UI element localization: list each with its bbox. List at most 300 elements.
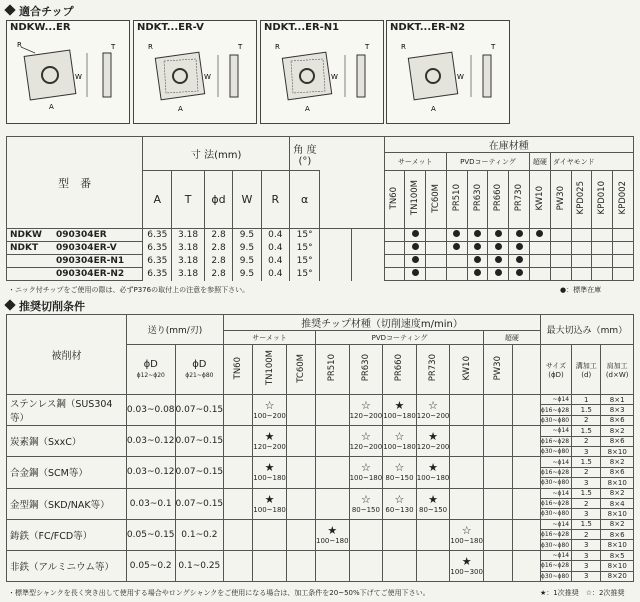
speed-cell	[450, 457, 484, 488]
dim-w: W	[457, 73, 464, 81]
grade-header-pr510: PR510	[316, 345, 350, 395]
slot-depth-cell: 3	[572, 478, 601, 488]
dim-w: W	[204, 73, 211, 81]
dim-cell-r: 0.4	[261, 268, 289, 281]
speed-cell	[224, 426, 253, 457]
chip-drawing-icon	[7, 35, 129, 123]
grade-header-pr730: PR730	[509, 171, 530, 229]
stock-cell	[571, 242, 592, 255]
speed-cell	[383, 519, 417, 550]
stock-cell	[592, 268, 613, 281]
speed-cell	[450, 488, 484, 519]
stock-cell	[446, 268, 467, 281]
dim-cell-t: 3.18	[172, 242, 205, 255]
speed-cell: ★ 120~200	[253, 426, 287, 457]
note-nick: ・ニック付チップをご使用の際は、必ずP376の取付上の注意を参照下さい。	[8, 286, 250, 294]
group-diamond: ダイヤモンド	[550, 153, 633, 171]
speed-cell: ☆ 80~150	[383, 457, 417, 488]
star-outline-icon: ☆	[360, 430, 371, 444]
size-cell: ~ϕ14	[540, 519, 571, 529]
speed-cell	[286, 550, 315, 581]
dim-cell-w: 9.5	[233, 229, 261, 242]
stock-cell	[446, 229, 467, 242]
shoulder-depth-cell: 8×2	[601, 488, 634, 498]
grade-header-kpd025: KPD025	[571, 171, 592, 229]
material-cell: 炭素鋼（SxxC）	[7, 426, 127, 457]
speed-cell: ☆ 120~200	[416, 395, 450, 426]
dim-cell-alpha: 15°	[289, 229, 319, 242]
stock-cell	[509, 229, 530, 242]
stock-cell	[530, 242, 551, 255]
stock-dot-icon	[453, 230, 460, 237]
feed-cell: 0.07~0.15	[175, 426, 224, 457]
material-cell: ステンレス鋼（SUS304等）	[7, 395, 127, 426]
slot-depth-cell: 1.5	[572, 405, 601, 415]
speed-cell: ★ 100~180	[253, 457, 287, 488]
dim-a: A	[431, 105, 436, 113]
stock-cell	[384, 268, 405, 281]
stock-cell	[384, 255, 405, 268]
spacer	[320, 229, 352, 242]
stock-dot-icon	[495, 230, 502, 237]
stock-cell	[405, 229, 426, 242]
speed-cell	[286, 426, 315, 457]
slot-depth-cell: 2	[572, 530, 601, 540]
speed-cell	[450, 395, 484, 426]
dim-t: T	[111, 43, 116, 51]
speed-cell	[316, 488, 350, 519]
chip-card-1	[6, 20, 130, 124]
grade-header-pr660: PR660	[488, 171, 509, 229]
star-filled-icon: ★	[428, 492, 439, 506]
speed-cell: ☆ 100~180	[450, 519, 484, 550]
stock-cell	[530, 229, 551, 242]
dim-cell-w: 9.5	[233, 242, 261, 255]
chip-name: NDKW...ER	[10, 22, 71, 33]
star-filled-icon: ★	[394, 399, 405, 413]
stock-dot-icon	[474, 230, 481, 237]
slot-depth-cell: 1.5	[572, 426, 601, 436]
shoulder-depth-cell: 8×10	[601, 478, 634, 488]
spacer	[513, 426, 541, 457]
speed-cell	[416, 550, 450, 581]
group-cermet: サーメット	[384, 153, 446, 171]
speed-cell	[224, 395, 253, 426]
chip-drawing-icon	[134, 35, 256, 123]
slot-header: 溝加工(d)	[572, 345, 601, 395]
size-cell: ϕ30~ϕ80	[540, 446, 571, 456]
stock-cell	[384, 229, 405, 242]
model-cell: 090304ER-N2	[7, 268, 143, 281]
material-cell: 合金鋼（SCM等）	[7, 457, 127, 488]
stock-header: 在庫材種	[384, 137, 633, 153]
stock-cell	[613, 229, 634, 242]
stock-cell	[488, 255, 509, 268]
stock-cell	[613, 268, 634, 281]
stock-cell	[446, 255, 467, 268]
stock-cell	[571, 255, 592, 268]
size-cell: ϕ16~ϕ28	[540, 530, 571, 540]
shoulder-depth-cell: 8×10	[601, 446, 634, 456]
speed-cell	[224, 550, 253, 581]
speed-cell	[483, 519, 512, 550]
grade-header-kw10: KW10	[530, 171, 551, 229]
slot-depth-cell: 3	[572, 446, 601, 456]
speed-cell	[349, 550, 383, 581]
stock-dot-icon	[412, 230, 419, 237]
spacer	[513, 457, 541, 488]
note-shank: ・標準型シャンクを長く突き出して使用する場合やロングシャンクをご使用になる場合は、加工条件を20~50%下げてご使用下さい。	[8, 589, 430, 597]
section-title-cutting: 推奨切削条件	[6, 298, 85, 314]
stock-dot-icon	[474, 256, 481, 263]
speed-cell	[349, 519, 383, 550]
speed-cell: ☆ 60~130	[383, 488, 417, 519]
slot-depth-cell: 2	[572, 498, 601, 508]
spacer	[320, 255, 352, 268]
grade-header-kw10: KW10	[450, 345, 484, 395]
stock-dot-icon	[474, 269, 481, 276]
material-header: 被削材	[7, 315, 127, 395]
stock-dot-icon	[495, 269, 502, 276]
speed-cell: ★ 120~200	[416, 426, 450, 457]
slot-depth-cell: 1	[572, 395, 601, 405]
dim-cell-r: 0.4	[261, 255, 289, 268]
grade-header-pr510: PR510	[446, 171, 467, 229]
dim-cell-r: 0.4	[261, 242, 289, 255]
feed-cell: 0.05~0.2	[126, 550, 175, 581]
shoulder-depth-cell: 8×2	[601, 426, 634, 436]
star-filled-icon: ★	[461, 554, 472, 568]
stock-cell	[550, 229, 571, 242]
speed-cell	[316, 550, 350, 581]
slot-depth-cell: 3	[572, 540, 601, 550]
group-carbide: 超硬	[483, 331, 540, 345]
stock-cell	[550, 268, 571, 281]
table-row	[7, 242, 634, 255]
table-row	[7, 550, 634, 560]
material-cell: 金型鋼（SKD/NAK等）	[7, 488, 127, 519]
feed-cell: 0.03~0.12	[126, 426, 175, 457]
stock-cell	[426, 255, 447, 268]
angle-header: 角 度(°)	[289, 137, 319, 171]
stock-dot-icon	[516, 243, 523, 250]
grade-header-tn60: TN60	[384, 171, 405, 229]
size-cell: ϕ16~ϕ28	[540, 405, 571, 415]
shoulder-depth-cell: 8×3	[601, 405, 634, 415]
size-cell: ϕ16~ϕ28	[540, 498, 571, 508]
slot-depth-cell: 2	[572, 467, 601, 477]
stock-cell	[571, 229, 592, 242]
group-carbide: 超硬	[530, 153, 551, 171]
cutting-conditions-table	[6, 314, 634, 582]
shoulder-depth-cell: 8×6	[601, 415, 634, 425]
speed-cell: ★ 100~180	[253, 488, 287, 519]
dim-r: R	[148, 43, 153, 51]
grade-header-tn100m: TN100M	[405, 171, 426, 229]
dim-cell-a: 6.35	[143, 242, 172, 255]
stock-dot-icon	[516, 256, 523, 263]
table-row	[7, 488, 634, 498]
slot-depth-cell: 3	[572, 550, 601, 560]
size-cell: ~ϕ14	[540, 457, 571, 467]
col-w: W	[233, 171, 261, 229]
dim-cell-t: 3.18	[172, 268, 205, 281]
dim-w: W	[331, 73, 338, 81]
speed-cell	[316, 457, 350, 488]
slot-depth-cell: 1.5	[572, 519, 601, 529]
model-header: 型 番	[7, 137, 143, 229]
material-cell: 非鉄（アルミニウム等）	[7, 550, 127, 581]
stock-cell	[592, 255, 613, 268]
stock-cell	[613, 255, 634, 268]
shoulder-depth-cell: 8×2	[601, 519, 634, 529]
grade-header-pr660: PR660	[383, 345, 417, 395]
shoulder-depth-cell: 8×4	[601, 498, 634, 508]
stock-cell	[426, 268, 447, 281]
speed-cell	[286, 395, 315, 426]
dim-cell-alpha: 15°	[289, 255, 319, 268]
col-d: ϕd	[204, 171, 232, 229]
stock-cell	[467, 229, 488, 242]
speed-cell	[383, 550, 417, 581]
stock-cell	[613, 242, 634, 255]
dim-a: A	[178, 105, 183, 113]
size-cell: ϕ16~ϕ28	[540, 467, 571, 477]
stock-cell	[550, 255, 571, 268]
dim-a: A	[49, 103, 54, 111]
shoulder-header: 肩加工(d×W)	[601, 345, 634, 395]
dim-cell-a: 6.35	[143, 229, 172, 242]
stock-cell	[405, 268, 426, 281]
spacer	[513, 519, 541, 550]
speed-cell	[316, 395, 350, 426]
dim-a: A	[305, 105, 310, 113]
stock-cell	[446, 242, 467, 255]
speed-cell	[286, 488, 315, 519]
feed-cell: 0.07~0.15	[175, 395, 224, 426]
speed-header: 推奨チップ材種（切削速度m/min）	[224, 315, 541, 331]
spacer	[352, 242, 384, 255]
diamond-bullet-icon	[4, 4, 15, 15]
feed-cell: 0.05~0.15	[126, 519, 175, 550]
col-a: A	[143, 171, 172, 229]
chip-card-2	[133, 20, 257, 124]
speed-cell: ★ 100~180	[383, 395, 417, 426]
stock-dot-icon	[516, 230, 523, 237]
star-filled-icon: ★	[264, 430, 275, 444]
size-cell: ~ϕ14	[540, 395, 571, 405]
feed-cell: 0.1~0.2	[175, 519, 224, 550]
section-title-chips: 適合チップ	[6, 3, 74, 19]
dim-cell-w: 9.5	[233, 255, 261, 268]
stock-cell	[467, 255, 488, 268]
spacer	[352, 255, 384, 268]
stock-cell	[550, 242, 571, 255]
star-filled-icon: ★	[264, 492, 275, 506]
size-cell: ϕ30~ϕ80	[540, 415, 571, 425]
grade-header-pw30: PW30	[483, 345, 512, 395]
table-row	[7, 395, 634, 405]
table-row	[7, 457, 634, 467]
speed-cell	[253, 550, 287, 581]
dim-cell-a: 6.35	[143, 255, 172, 268]
grade-header-tc60m: TC60M	[286, 345, 315, 395]
stock-cell	[509, 268, 530, 281]
stock-dot-icon	[474, 243, 481, 250]
table-row	[7, 519, 634, 529]
stock-dot-icon	[495, 243, 502, 250]
chip-card-4	[386, 20, 510, 124]
dim-cell-alpha: 15°	[289, 242, 319, 255]
dim-t: T	[365, 43, 370, 51]
slot-depth-cell: 3	[572, 571, 601, 581]
col-alpha: α	[289, 171, 319, 229]
star-outline-icon: ☆	[360, 399, 371, 413]
shoulder-depth-cell: 8×20	[601, 571, 634, 581]
legend-stock: ●：標準在庫	[560, 286, 602, 294]
grade-header-tc60m: TC60M	[426, 171, 447, 229]
spacer	[513, 395, 541, 426]
size-cell: ϕ30~ϕ80	[540, 478, 571, 488]
spacer	[513, 345, 541, 395]
speed-cell: ★ 80~150	[416, 488, 450, 519]
dim-cell-alpha: 15°	[289, 268, 319, 281]
chip-drawing-icon	[261, 35, 383, 123]
spacer	[320, 268, 352, 281]
size-cell: ϕ30~ϕ80	[540, 571, 571, 581]
grade-header-pr630: PR630	[467, 171, 488, 229]
dim-cell-t: 3.18	[172, 255, 205, 268]
chip-name: NDKT...ER-N1	[264, 22, 340, 33]
chip-card-3	[260, 20, 384, 124]
dim-cell-r: 0.4	[261, 229, 289, 242]
shoulder-depth-cell: 8×2	[601, 457, 634, 467]
star-filled-icon: ★	[428, 430, 439, 444]
shoulder-depth-cell: 8×10	[601, 509, 634, 519]
shoulder-depth-cell: 8×1	[601, 395, 634, 405]
stock-dot-icon	[536, 230, 543, 237]
speed-cell	[483, 488, 512, 519]
shoulder-depth-cell: 8×10	[601, 561, 634, 571]
chip-spec-table	[6, 136, 634, 281]
speed-cell	[483, 395, 512, 426]
slot-depth-cell: 2	[572, 436, 601, 446]
spacer	[320, 137, 352, 229]
phi-col-2: ϕD ϕ21~ϕ80	[175, 345, 224, 395]
dim-cell-a: 6.35	[143, 268, 172, 281]
grade-header-pr630: PR630	[349, 345, 383, 395]
size-cell: ~ϕ14	[540, 488, 571, 498]
speed-cell: ★ 100~300	[450, 550, 484, 581]
speed-cell	[483, 457, 512, 488]
diamond-bullet-icon	[4, 299, 15, 310]
stock-cell	[405, 242, 426, 255]
stock-cell	[426, 229, 447, 242]
stock-cell	[571, 268, 592, 281]
star-outline-icon: ☆	[394, 430, 405, 444]
feed-cell: 0.03~0.08	[126, 395, 175, 426]
size-cell: ϕ30~ϕ80	[540, 540, 571, 550]
grade-header-kpd002: KPD002	[613, 171, 634, 229]
star-filled-icon: ★	[327, 523, 338, 537]
stock-cell	[384, 242, 405, 255]
stock-dot-icon	[412, 269, 419, 276]
speed-cell	[286, 457, 315, 488]
spacer	[352, 268, 384, 281]
feed-header: 送り(mm/刃)	[126, 315, 223, 345]
dim-w: W	[75, 73, 82, 81]
stock-cell	[488, 229, 509, 242]
spacer	[352, 137, 384, 229]
stock-cell	[592, 242, 613, 255]
slot-depth-cell: 3	[572, 561, 601, 571]
stock-cell	[592, 229, 613, 242]
speed-cell: ★ 100~180	[416, 457, 450, 488]
grade-header-tn100m: TN100M	[253, 345, 287, 395]
shoulder-depth-cell: 8×10	[601, 540, 634, 550]
stock-cell	[530, 268, 551, 281]
spacer	[513, 550, 541, 581]
dim-cell-t: 3.18	[172, 229, 205, 242]
legend-recommend: ★：1次推奨 ☆：2次推奨	[540, 589, 625, 597]
grade-header-pw30: PW30	[550, 171, 571, 229]
speed-cell: ★ 100~180	[316, 519, 350, 550]
size-header: サイズ(ϕD)	[540, 345, 571, 395]
star-outline-icon: ☆	[394, 461, 405, 475]
group-pvd: PVDコーティング	[316, 331, 484, 345]
grade-header-pr730: PR730	[416, 345, 450, 395]
speed-cell	[483, 550, 512, 581]
star-outline-icon: ☆	[264, 399, 275, 413]
slot-depth-cell: 3	[572, 509, 601, 519]
size-cell: ϕ30~ϕ80	[540, 509, 571, 519]
spacer	[320, 242, 352, 255]
speed-cell: ☆ 100~180	[383, 426, 417, 457]
chip-name: NDKT...ER-V	[137, 22, 204, 33]
stock-cell	[467, 268, 488, 281]
slot-depth-cell: 2	[572, 415, 601, 425]
speed-cell	[224, 457, 253, 488]
group-cermet: サーメット	[224, 331, 316, 345]
size-cell: ϕ16~ϕ28	[540, 436, 571, 446]
grade-header-tn60: TN60	[224, 345, 253, 395]
speed-cell	[224, 488, 253, 519]
star-outline-icon: ☆	[360, 492, 371, 506]
dim-cell-w: 9.5	[233, 268, 261, 281]
table-row	[7, 268, 634, 281]
stock-cell	[509, 255, 530, 268]
table-row	[7, 229, 634, 242]
stock-cell	[530, 255, 551, 268]
spacer	[513, 488, 541, 519]
stock-cell	[426, 242, 447, 255]
material-cell: 鋳鉄（FC/FCD等）	[7, 519, 127, 550]
dim-cell-d: 2.8	[204, 268, 232, 281]
slot-depth-cell: 1.5	[572, 488, 601, 498]
speed-cell: ☆ 100~200	[253, 395, 287, 426]
chip-name: NDKT...ER-N2	[390, 22, 466, 33]
dim-cell-d: 2.8	[204, 255, 232, 268]
dim-t: T	[238, 43, 243, 51]
star-filled-icon: ★	[428, 461, 439, 475]
stock-dot-icon	[495, 256, 502, 263]
star-outline-icon: ☆	[394, 492, 405, 506]
table-row	[7, 426, 634, 436]
phi-col-1: ϕD ϕ12~ϕ20	[126, 345, 175, 395]
slot-depth-cell: 1.5	[572, 457, 601, 467]
size-cell: ϕ16~ϕ28	[540, 561, 571, 571]
col-t: T	[172, 171, 205, 229]
